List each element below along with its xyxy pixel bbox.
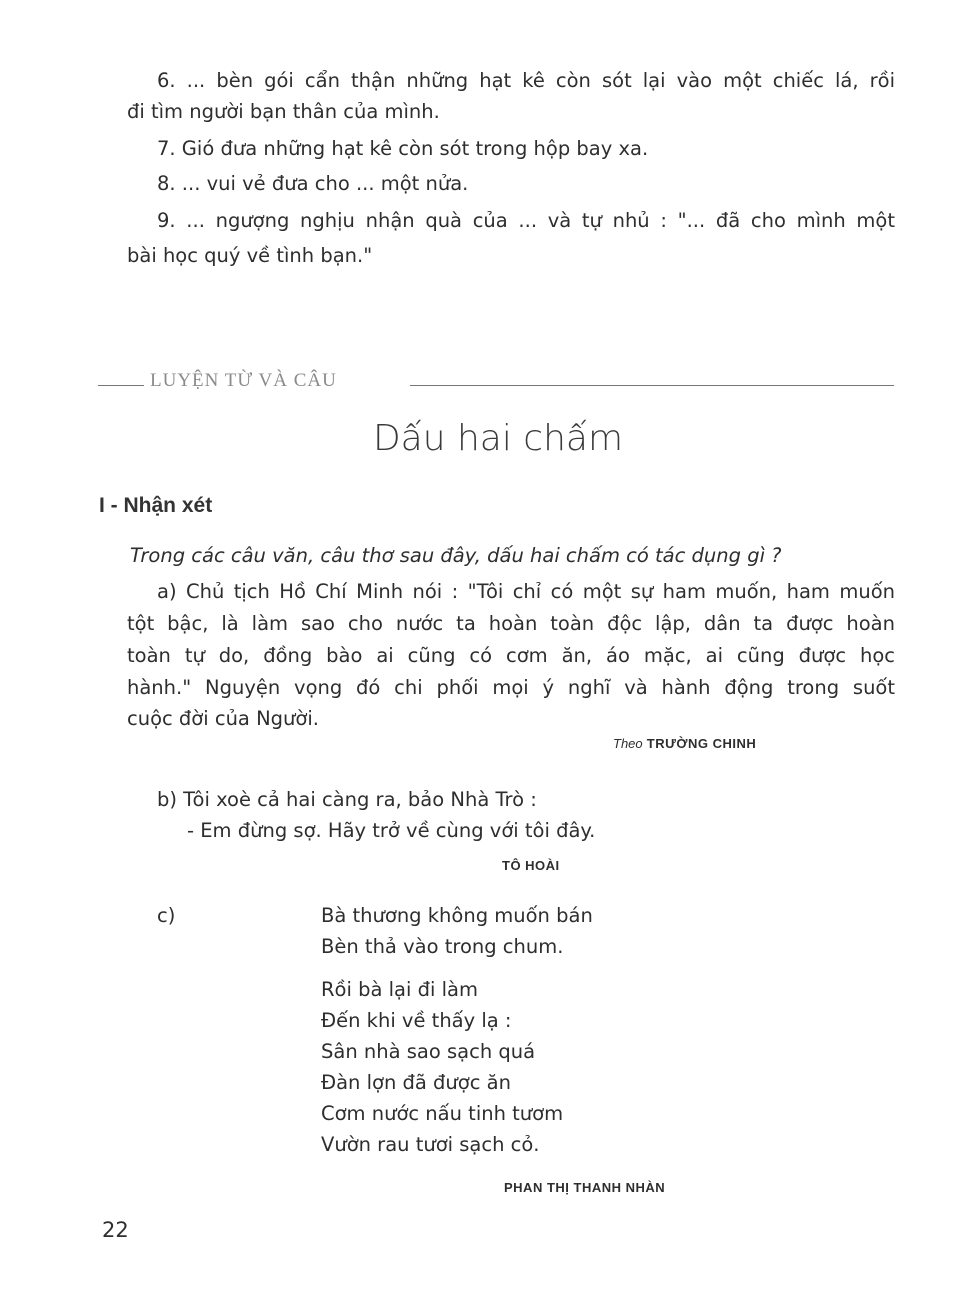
example-b-line-2: - Em đừng sợ. Hãy trở về cùng với tôi đây. (187, 819, 596, 842)
poem-line: Cơm nước nấu tinh tươm (321, 1102, 564, 1125)
section-header (98, 370, 894, 394)
item-7: 7. Gió đưa những hạt kê còn sót trong hộp bay xa. (157, 137, 649, 160)
example-c-label: c) (157, 904, 176, 927)
example-b-author: TÔ HOÀI (502, 858, 560, 873)
item-9-line-2: bài học quý về tình bạn." (127, 244, 373, 267)
poem-line: Vườn rau tươi sạch cỏ. (321, 1133, 540, 1156)
source-prefix: Theo (613, 736, 643, 751)
example-a-source (613, 735, 756, 754)
example-b-line-1: b) Tôi xoè cả hai càng ra, bảo Nhà Trò : (157, 788, 537, 811)
item-8: 8. ... vui vẻ đưa cho ... một nửa. (157, 172, 469, 195)
item-9-line-1: 9. ... ngượng nghịu nhận quà của ... và tự nhủ : "... đã cho mình một (157, 209, 895, 232)
example-a-line: tột bậc, là làm sao cho nước ta hoàn toàn độc lập, dân ta được hoàn (127, 612, 895, 635)
page-number: 22 (102, 1218, 129, 1242)
example-a-line: cuộc đời của Người. (127, 707, 319, 730)
poem-line: Bà thương không muốn bán (321, 904, 593, 927)
poem-line: Đến khi về thấy lạ : (321, 1009, 512, 1032)
poem-line: Rồi bà lại đi làm (321, 978, 478, 1001)
source-author: TRƯỜNG CHINH (646, 736, 757, 751)
question: Trong các câu văn, câu thơ sau đây, dấu hai chấm có tác dụng gì ? (130, 544, 782, 567)
part-heading: I - Nhận xét (99, 494, 213, 517)
header-rule-right (410, 385, 894, 386)
example-a-line: toàn tự do, đồng bào ai cũng có cơm ăn, áo mặc, ai cũng được học (127, 644, 895, 667)
header-rule-left (98, 385, 144, 386)
example-a-line: hành." Nguyện vọng đó chi phối mọi ý nghĩ và hành động trong suốt (127, 676, 895, 699)
poem-line: Sân nhà sao sạch quá (321, 1040, 536, 1063)
example-c-author: PHAN THỊ THANH NHÀN (504, 1180, 666, 1195)
example-a-line: a) Chủ tịch Hồ Chí Minh nói : "Tôi chỉ có một sự ham muốn, ham muốn (157, 580, 895, 603)
section-header-label: LUYỆN TỪ VÀ CÂU (150, 370, 337, 391)
poem-line: Bèn thả vào trong chum. (321, 935, 564, 958)
item-6-line-2: đi tìm người bạn thân của mình. (127, 100, 440, 123)
poem-line: Đàn lợn đã được ăn (321, 1071, 511, 1094)
item-6-line-1: 6. ... bèn gói cẩn thận những hạt kê còn sót lại vào một chiếc lá, rồi (157, 69, 895, 92)
lesson-title: Dấu hai chấm (372, 418, 624, 459)
